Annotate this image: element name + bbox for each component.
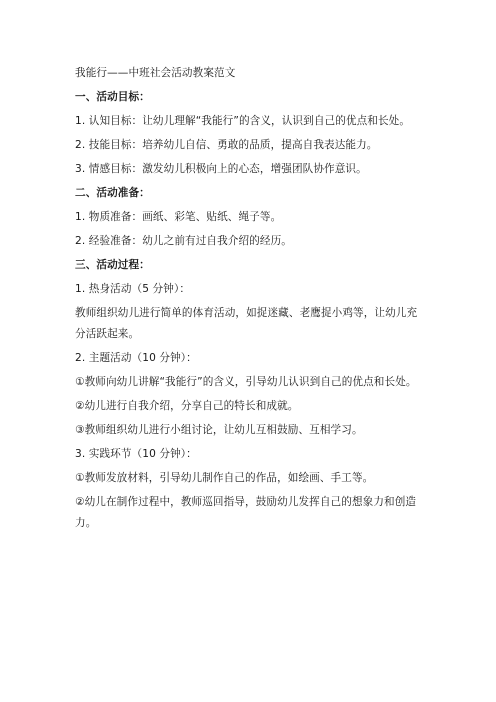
section-heading-process: 三、活动过程： bbox=[75, 259, 150, 271]
document-body bbox=[75, 63, 425, 537]
theme-item-discuss: ③教师组织幼儿进行小组讨论，让幼儿互相鼓励、互相学习。 bbox=[75, 424, 363, 436]
theme-item-explain: ①教师向幼儿讲解“我能行”的含义，引导幼儿认识到自己的优点和长处。 bbox=[75, 376, 417, 388]
goal-item-skill: 2. 技能目标：培养幼儿自信、勇敢的品质，提高自我表达能力。 bbox=[75, 139, 378, 151]
section-heading-goals: 一、活动目标： bbox=[75, 91, 150, 103]
step-text-warmup: 教师组织幼儿进行简单的体育活动，如捉迷藏、老鹰捉小鸡等，让幼儿充分活跃起来。 bbox=[75, 307, 418, 340]
goal-item-cognitive: 1. 认知目标：让幼儿理解“我能行”的含义，认识到自己的优点和长处。 bbox=[75, 115, 411, 127]
step-label-theme: 2. 主题活动（10 分钟）： bbox=[75, 352, 197, 364]
prep-item-experience: 2. 经验准备：幼儿之前有过自我介绍的经历。 bbox=[75, 235, 292, 247]
practice-item-guidance: ②幼儿在制作过程中，教师巡回指导，鼓励幼儿发挥自己的想象力和创造力。 bbox=[75, 496, 417, 529]
step-label-warmup: 1. 热身活动（5 分钟）： bbox=[75, 283, 191, 295]
section-heading-preparation: 二、活动准备： bbox=[75, 187, 150, 199]
practice-item-materials: ①教师发放材料，引导幼儿制作自己的作品，如绘画、手工等。 bbox=[75, 472, 374, 484]
step-label-practice: 3. 实践环节（10 分钟）： bbox=[75, 448, 197, 460]
prep-item-materials: 1. 物质准备：画纸、彩笔、贴纸、绳子等。 bbox=[75, 211, 282, 223]
theme-item-introduce: ②幼儿进行自我介绍，分享自己的特长和成就。 bbox=[75, 400, 299, 412]
goal-item-emotion: 3. 情感目标：激发幼儿积极向上的心态，增强团队协作意识。 bbox=[75, 163, 367, 175]
document-title: 我能行——中班社会活动教案范文 bbox=[75, 67, 236, 79]
